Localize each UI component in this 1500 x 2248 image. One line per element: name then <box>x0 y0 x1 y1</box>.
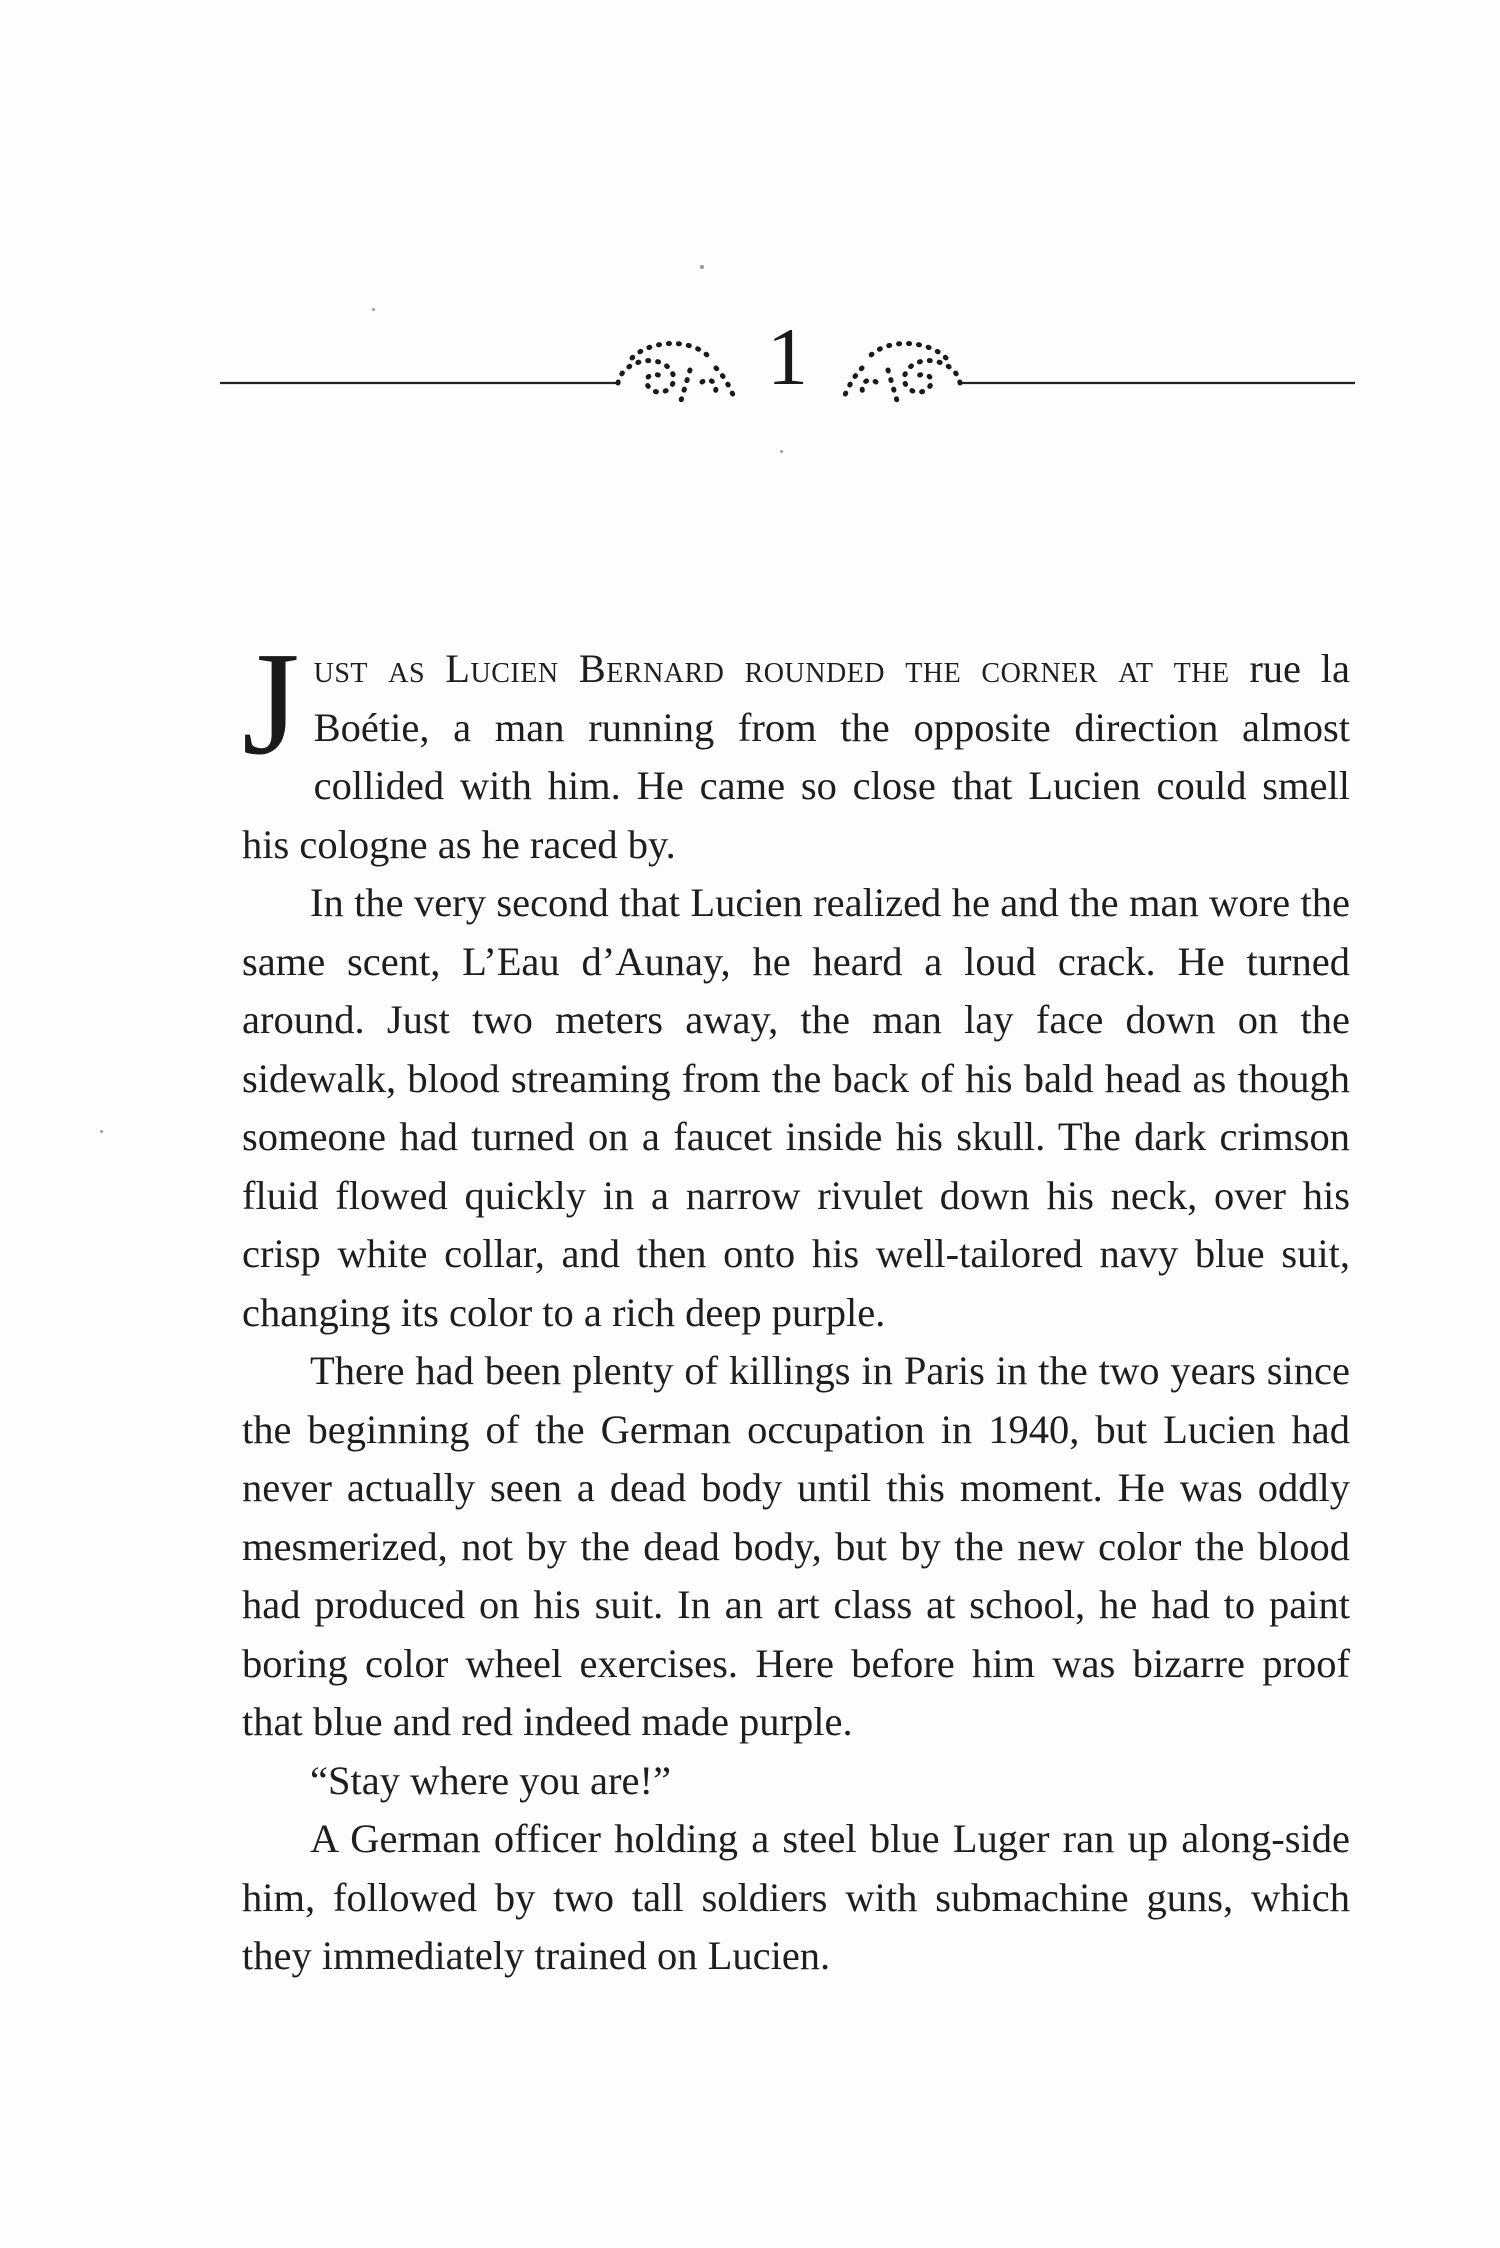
scan-speck <box>700 265 704 269</box>
paragraph: There had been plenty of killings in Paris in the two years since the beginning of the German occupation in 1940, but Lucien had never actually seen a dead body until this moment. He was oddly mesmerized, not by the dead body, but by the new color the blood had produced on his suit. In an art class at school, he had to paint boring color wheel exercises. Here before him was bizarre proof that blue and red indeed made purple. <box>242 1348 1350 1744</box>
drop-cap: J <box>242 622 300 786</box>
scan-speck <box>100 1130 103 1133</box>
chapter-number: 1 <box>767 311 808 402</box>
opening-lead-in: ust as Lucien Bernard rounded the corner at the <box>313 646 1230 691</box>
paragraph: In the very second that Lucien realized he and the man wore the same scent, L’Eau d’Aunay, he heard a loud crack. He turned around. Just two meters away, the man lay face down on the sidewalk, blood streaming from the back of his bald head as though someone had turned on a faucet inside his skull. The dark crimson fluid flowed quickly in a narrow rivulet down his neck, over his crisp white collar, and then onto his well-tailored navy blue suit, changing its color to a rich deep purple. <box>242 880 1350 1335</box>
opening-paragraph <box>242 622 1350 874</box>
paragraph: “Stay where you are!” <box>310 1757 671 1803</box>
scan-speck <box>780 450 783 453</box>
paragraph: A German officer holding a steel blue Luger ran up along-side him, followed by two tall soldiers with submachine guns, which they immediately trained on Lucien. <box>242 1816 1350 1978</box>
opening-rest: rue la Boétie, a man running from the opposite direction almost collided with him. He came so close that Lucien could smell his cologne as he raced by. <box>242 646 1350 867</box>
chapter-header <box>220 300 1355 450</box>
chapter-body <box>242 622 1350 1986</box>
